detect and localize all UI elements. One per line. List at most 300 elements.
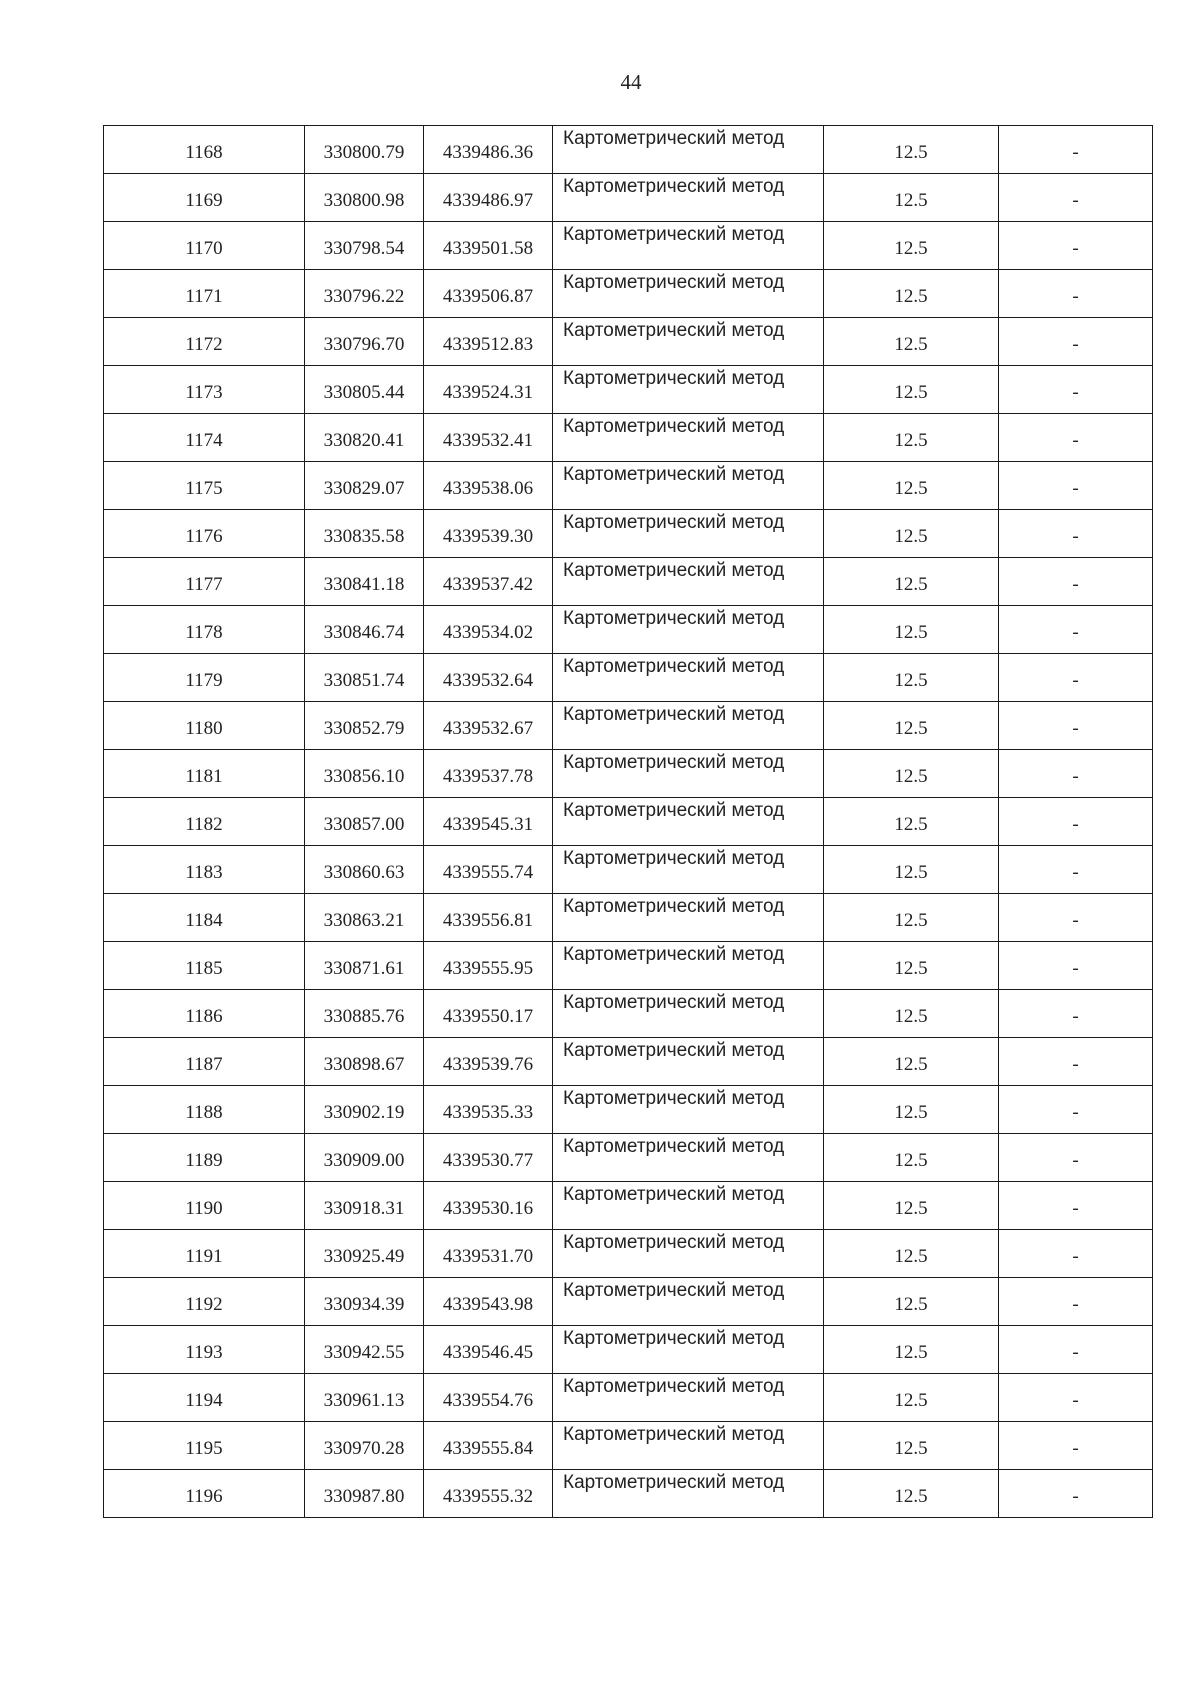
method-cell-text: Картометрический метод xyxy=(563,704,785,725)
y-coordinate-cell-text: 4339546.45 xyxy=(442,1341,534,1363)
y-coordinate-cell-text: 4339530.77 xyxy=(442,1149,534,1171)
method-cell-text: Картометрический метод xyxy=(563,224,785,245)
accuracy-cell-text: 12.5 xyxy=(894,957,928,979)
y-coordinate-cell-text: 4339545.31 xyxy=(442,813,534,835)
point-number-cell-text: 1193 xyxy=(185,1341,223,1363)
note-cell-text: - xyxy=(1072,573,1079,595)
table-row xyxy=(104,126,1153,174)
table-row xyxy=(104,1038,1153,1086)
x-coordinate-cell xyxy=(305,702,424,750)
x-coordinate-cell xyxy=(305,222,424,270)
method-cell xyxy=(553,1086,824,1134)
x-coordinate-cell xyxy=(305,1182,424,1230)
point-number-cell-text: 1185 xyxy=(185,957,223,979)
note-cell xyxy=(999,126,1153,174)
note-cell-text: - xyxy=(1072,1485,1079,1507)
x-coordinate-cell-text: 330934.39 xyxy=(323,1293,405,1315)
y-coordinate-cell-text: 4339532.41 xyxy=(442,429,534,451)
point-number-cell xyxy=(104,942,305,990)
method-cell xyxy=(553,126,824,174)
x-coordinate-cell xyxy=(305,1134,424,1182)
note-cell xyxy=(999,510,1153,558)
x-coordinate-cell xyxy=(305,1086,424,1134)
method-cell-text: Картометрический метод xyxy=(563,1040,785,1061)
y-coordinate-cell xyxy=(424,558,553,606)
y-coordinate-cell xyxy=(424,990,553,1038)
method-cell xyxy=(553,1326,824,1374)
note-cell xyxy=(999,414,1153,462)
x-coordinate-cell-text: 330841.18 xyxy=(323,573,405,595)
table-row xyxy=(104,750,1153,798)
y-coordinate-cell-text: 4339555.32 xyxy=(442,1485,534,1507)
accuracy-cell-text: 12.5 xyxy=(894,1053,928,1075)
page-number: 44 xyxy=(620,70,642,94)
method-cell-text: Картометрический метод xyxy=(563,1328,785,1349)
note-cell xyxy=(999,270,1153,318)
accuracy-cell-text: 12.5 xyxy=(894,1341,928,1363)
note-cell-text: - xyxy=(1072,429,1079,451)
y-coordinate-cell-text: 4339555.95 xyxy=(442,957,534,979)
x-coordinate-cell-text: 330925.49 xyxy=(323,1245,405,1267)
note-cell xyxy=(999,894,1153,942)
point-number-cell-text: 1177 xyxy=(185,573,223,595)
accuracy-cell xyxy=(824,990,999,1038)
point-number-cell xyxy=(104,510,305,558)
method-cell-text: Картометрический метод xyxy=(563,944,785,965)
y-coordinate-cell xyxy=(424,1038,553,1086)
note-cell xyxy=(999,846,1153,894)
point-number-cell xyxy=(104,1134,305,1182)
y-coordinate-cell xyxy=(424,510,553,558)
method-cell-text: Картометрический метод xyxy=(563,1376,785,1397)
method-cell-text: Картометрический метод xyxy=(563,752,785,773)
table-row xyxy=(104,1374,1153,1422)
accuracy-cell xyxy=(824,1086,999,1134)
method-cell-text: Картометрический метод xyxy=(563,128,785,149)
point-number-cell xyxy=(104,1326,305,1374)
y-coordinate-cell-text: 4339539.76 xyxy=(442,1053,534,1075)
coordinates-table-body xyxy=(104,126,1153,1518)
point-number-cell xyxy=(104,318,305,366)
note-cell-text: - xyxy=(1072,333,1079,355)
x-coordinate-cell-text: 330829.07 xyxy=(323,477,405,499)
table-row xyxy=(104,462,1153,510)
y-coordinate-cell xyxy=(424,798,553,846)
method-cell xyxy=(553,318,824,366)
accuracy-cell xyxy=(824,222,999,270)
method-cell-text: Картометрический метод xyxy=(563,512,785,533)
method-cell xyxy=(553,1278,824,1326)
accuracy-cell-text: 12.5 xyxy=(894,285,928,307)
note-cell xyxy=(999,942,1153,990)
y-coordinate-cell-text: 4339501.58 xyxy=(442,237,534,259)
note-cell xyxy=(999,1086,1153,1134)
point-number-cell-text: 1172 xyxy=(185,333,223,355)
accuracy-cell xyxy=(824,414,999,462)
method-cell-text: Картометрический метод xyxy=(563,1088,785,1109)
note-cell xyxy=(999,1230,1153,1278)
method-cell xyxy=(553,654,824,702)
table-row xyxy=(104,414,1153,462)
accuracy-cell xyxy=(824,1134,999,1182)
point-number-cell-text: 1175 xyxy=(185,477,223,499)
note-cell-text: - xyxy=(1072,1437,1079,1459)
method-cell xyxy=(553,894,824,942)
method-cell xyxy=(553,606,824,654)
point-number-cell-text: 1196 xyxy=(185,1485,223,1507)
table-row xyxy=(104,1326,1153,1374)
accuracy-cell xyxy=(824,750,999,798)
table-row xyxy=(104,174,1153,222)
method-cell-text: Картометрический метод xyxy=(563,992,785,1013)
x-coordinate-cell xyxy=(305,798,424,846)
method-cell xyxy=(553,942,824,990)
method-cell xyxy=(553,366,824,414)
table-row xyxy=(104,846,1153,894)
x-coordinate-cell xyxy=(305,846,424,894)
x-coordinate-cell-text: 330863.21 xyxy=(323,909,405,931)
y-coordinate-cell xyxy=(424,702,553,750)
accuracy-cell xyxy=(824,654,999,702)
x-coordinate-cell-text: 330798.54 xyxy=(323,237,405,259)
note-cell-text: - xyxy=(1072,381,1079,403)
point-number-cell-text: 1178 xyxy=(185,621,223,643)
point-number-cell xyxy=(104,1038,305,1086)
y-coordinate-cell xyxy=(424,1278,553,1326)
method-cell xyxy=(553,462,824,510)
point-number-cell-text: 1170 xyxy=(185,237,223,259)
accuracy-cell-text: 12.5 xyxy=(894,141,928,163)
accuracy-cell xyxy=(824,510,999,558)
note-cell-text: - xyxy=(1072,1149,1079,1171)
point-number-cell-text: 1181 xyxy=(185,765,223,787)
y-coordinate-cell xyxy=(424,126,553,174)
accuracy-cell-text: 12.5 xyxy=(894,1101,928,1123)
accuracy-cell-text: 12.5 xyxy=(894,573,928,595)
x-coordinate-cell-text: 330987.80 xyxy=(323,1485,405,1507)
method-cell-text: Картометрический метод xyxy=(563,1136,785,1157)
accuracy-cell-text: 12.5 xyxy=(894,381,928,403)
note-cell xyxy=(999,318,1153,366)
accuracy-cell-text: 12.5 xyxy=(894,909,928,931)
note-cell xyxy=(999,654,1153,702)
accuracy-cell xyxy=(824,942,999,990)
note-cell-text: - xyxy=(1072,1197,1079,1219)
x-coordinate-cell xyxy=(305,606,424,654)
y-coordinate-cell-text: 4339486.97 xyxy=(442,189,534,211)
y-coordinate-cell xyxy=(424,606,553,654)
note-cell xyxy=(999,366,1153,414)
note-cell-text: - xyxy=(1072,285,1079,307)
table-row xyxy=(104,1278,1153,1326)
table-row xyxy=(104,654,1153,702)
point-number-cell xyxy=(104,1230,305,1278)
x-coordinate-cell-text: 330846.74 xyxy=(323,621,405,643)
note-cell xyxy=(999,606,1153,654)
note-cell xyxy=(999,1422,1153,1470)
point-number-cell xyxy=(104,846,305,894)
y-coordinate-cell-text: 4339556.81 xyxy=(442,909,534,931)
x-coordinate-cell-text: 330796.22 xyxy=(323,285,405,307)
y-coordinate-cell-text: 4339537.42 xyxy=(442,573,534,595)
accuracy-cell xyxy=(824,1182,999,1230)
x-coordinate-cell xyxy=(305,1422,424,1470)
x-coordinate-cell xyxy=(305,366,424,414)
y-coordinate-cell-text: 4339524.31 xyxy=(442,381,534,403)
point-number-cell xyxy=(104,366,305,414)
method-cell-text: Картометрический метод xyxy=(563,464,785,485)
method-cell xyxy=(553,1374,824,1422)
accuracy-cell xyxy=(824,702,999,750)
method-cell-text: Картометрический метод xyxy=(563,1232,785,1253)
method-cell-text: Картометрический метод xyxy=(563,1280,785,1301)
x-coordinate-cell-text: 330871.61 xyxy=(323,957,405,979)
x-coordinate-cell xyxy=(305,942,424,990)
y-coordinate-cell-text: 4339554.76 xyxy=(442,1389,534,1411)
y-coordinate-cell xyxy=(424,1182,553,1230)
accuracy-cell xyxy=(824,1038,999,1086)
method-cell xyxy=(553,1230,824,1278)
table-row xyxy=(104,558,1153,606)
y-coordinate-cell-text: 4339537.78 xyxy=(442,765,534,787)
note-cell xyxy=(999,702,1153,750)
x-coordinate-cell xyxy=(305,894,424,942)
point-number-cell xyxy=(104,702,305,750)
point-number-cell-text: 1184 xyxy=(185,909,223,931)
x-coordinate-cell xyxy=(305,990,424,1038)
note-cell-text: - xyxy=(1072,1053,1079,1075)
accuracy-cell-text: 12.5 xyxy=(894,477,928,499)
point-number-cell xyxy=(104,654,305,702)
x-coordinate-cell-text: 330898.67 xyxy=(323,1053,405,1075)
accuracy-cell xyxy=(824,846,999,894)
note-cell xyxy=(999,798,1153,846)
y-coordinate-cell xyxy=(424,366,553,414)
x-coordinate-cell-text: 330800.98 xyxy=(323,189,405,211)
note-cell-text: - xyxy=(1072,141,1079,163)
point-number-cell-text: 1169 xyxy=(185,189,223,211)
x-coordinate-cell-text: 330970.28 xyxy=(323,1437,405,1459)
accuracy-cell-text: 12.5 xyxy=(894,717,928,739)
note-cell xyxy=(999,1326,1153,1374)
y-coordinate-cell xyxy=(424,1374,553,1422)
y-coordinate-cell xyxy=(424,894,553,942)
x-coordinate-cell-text: 330909.00 xyxy=(323,1149,405,1171)
point-number-cell-text: 1174 xyxy=(185,429,223,451)
point-number-cell-text: 1189 xyxy=(185,1149,223,1171)
point-number-cell-text: 1194 xyxy=(185,1389,223,1411)
y-coordinate-cell xyxy=(424,462,553,510)
accuracy-cell-text: 12.5 xyxy=(894,1149,928,1171)
y-coordinate-cell-text: 4339555.74 xyxy=(442,861,534,883)
table-row xyxy=(104,1470,1153,1518)
accuracy-cell xyxy=(824,1470,999,1518)
point-number-cell-text: 1168 xyxy=(185,141,223,163)
y-coordinate-cell-text: 4339539.30 xyxy=(442,525,534,547)
table-row xyxy=(104,1422,1153,1470)
accuracy-cell-text: 12.5 xyxy=(894,1197,928,1219)
accuracy-cell-text: 12.5 xyxy=(894,1485,928,1507)
table-row xyxy=(104,606,1153,654)
method-cell-text: Картометрический метод xyxy=(563,1472,785,1493)
x-coordinate-cell-text: 330796.70 xyxy=(323,333,405,355)
x-coordinate-cell-text: 330851.74 xyxy=(323,669,405,691)
table-row xyxy=(104,222,1153,270)
note-cell xyxy=(999,1134,1153,1182)
x-coordinate-cell xyxy=(305,1470,424,1518)
accuracy-cell-text: 12.5 xyxy=(894,1293,928,1315)
point-number-cell-text: 1171 xyxy=(185,285,223,307)
y-coordinate-cell xyxy=(424,222,553,270)
x-coordinate-cell xyxy=(305,750,424,798)
accuracy-cell-text: 12.5 xyxy=(894,1389,928,1411)
x-coordinate-cell-text: 330820.41 xyxy=(323,429,405,451)
table-row xyxy=(104,1182,1153,1230)
y-coordinate-cell xyxy=(424,1422,553,1470)
note-cell-text: - xyxy=(1072,1293,1079,1315)
accuracy-cell-text: 12.5 xyxy=(894,333,928,355)
note-cell-text: - xyxy=(1072,813,1079,835)
y-coordinate-cell xyxy=(424,846,553,894)
y-coordinate-cell-text: 4339535.33 xyxy=(442,1101,534,1123)
y-coordinate-cell-text: 4339531.70 xyxy=(442,1245,534,1267)
x-coordinate-cell-text: 330860.63 xyxy=(323,861,405,883)
table-row xyxy=(104,1230,1153,1278)
y-coordinate-cell xyxy=(424,1326,553,1374)
point-number-cell xyxy=(104,1374,305,1422)
accuracy-cell-text: 12.5 xyxy=(894,765,928,787)
point-number-cell xyxy=(104,414,305,462)
method-cell-text: Картометрический метод xyxy=(563,896,785,917)
method-cell xyxy=(553,222,824,270)
note-cell-text: - xyxy=(1072,765,1079,787)
method-cell xyxy=(553,1182,824,1230)
note-cell-text: - xyxy=(1072,237,1079,259)
accuracy-cell-text: 12.5 xyxy=(894,621,928,643)
accuracy-cell-text: 12.5 xyxy=(894,1005,928,1027)
point-number-cell xyxy=(104,222,305,270)
y-coordinate-cell xyxy=(424,318,553,366)
x-coordinate-cell-text: 330856.10 xyxy=(323,765,405,787)
x-coordinate-cell-text: 330918.31 xyxy=(323,1197,405,1219)
x-coordinate-cell-text: 330852.79 xyxy=(323,717,405,739)
point-number-cell xyxy=(104,1086,305,1134)
x-coordinate-cell xyxy=(305,1374,424,1422)
accuracy-cell xyxy=(824,894,999,942)
y-coordinate-cell-text: 4339550.17 xyxy=(442,1005,534,1027)
point-number-cell xyxy=(104,126,305,174)
method-cell xyxy=(553,1470,824,1518)
note-cell-text: - xyxy=(1072,1245,1079,1267)
point-number-cell-text: 1187 xyxy=(185,1053,223,1075)
x-coordinate-cell xyxy=(305,414,424,462)
y-coordinate-cell-text: 4339506.87 xyxy=(442,285,534,307)
x-coordinate-cell-text: 330961.13 xyxy=(323,1389,405,1411)
y-coordinate-cell-text: 4339530.16 xyxy=(442,1197,534,1219)
point-number-cell xyxy=(104,1182,305,1230)
point-number-cell-text: 1182 xyxy=(185,813,223,835)
note-cell-text: - xyxy=(1072,525,1079,547)
accuracy-cell xyxy=(824,366,999,414)
method-cell xyxy=(553,270,824,318)
method-cell-text: Картометрический метод xyxy=(563,176,785,197)
note-cell-text: - xyxy=(1072,861,1079,883)
accuracy-cell xyxy=(824,1230,999,1278)
point-number-cell-text: 1176 xyxy=(185,525,223,547)
y-coordinate-cell xyxy=(424,1086,553,1134)
coordinates-table xyxy=(103,125,1153,1518)
method-cell-text: Картометрический метод xyxy=(563,848,785,869)
method-cell-text: Картометрический метод xyxy=(563,368,785,389)
point-number-cell xyxy=(104,558,305,606)
note-cell xyxy=(999,462,1153,510)
x-coordinate-cell xyxy=(305,318,424,366)
point-number-cell-text: 1186 xyxy=(185,1005,223,1027)
method-cell xyxy=(553,510,824,558)
note-cell xyxy=(999,222,1153,270)
y-coordinate-cell xyxy=(424,174,553,222)
x-coordinate-cell-text: 330800.79 xyxy=(323,141,405,163)
note-cell-text: - xyxy=(1072,621,1079,643)
table-row xyxy=(104,1134,1153,1182)
accuracy-cell xyxy=(824,1422,999,1470)
y-coordinate-cell-text: 4339532.67 xyxy=(442,717,534,739)
point-number-cell xyxy=(104,894,305,942)
point-number-cell xyxy=(104,990,305,1038)
accuracy-cell-text: 12.5 xyxy=(894,525,928,547)
accuracy-cell xyxy=(824,126,999,174)
y-coordinate-cell xyxy=(424,942,553,990)
x-coordinate-cell xyxy=(305,558,424,606)
note-cell-text: - xyxy=(1072,669,1079,691)
accuracy-cell-text: 12.5 xyxy=(894,813,928,835)
accuracy-cell xyxy=(824,558,999,606)
accuracy-cell xyxy=(824,1278,999,1326)
x-coordinate-cell xyxy=(305,270,424,318)
point-number-cell-text: 1195 xyxy=(185,1437,223,1459)
point-number-cell xyxy=(104,1470,305,1518)
table-row xyxy=(104,798,1153,846)
y-coordinate-cell xyxy=(424,270,553,318)
method-cell xyxy=(553,1038,824,1086)
y-coordinate-cell xyxy=(424,414,553,462)
accuracy-cell xyxy=(824,1326,999,1374)
y-coordinate-cell-text: 4339555.84 xyxy=(442,1437,534,1459)
method-cell xyxy=(553,990,824,1038)
note-cell xyxy=(999,1182,1153,1230)
note-cell xyxy=(999,1470,1153,1518)
table-row xyxy=(104,942,1153,990)
y-coordinate-cell-text: 4339532.64 xyxy=(442,669,534,691)
y-coordinate-cell xyxy=(424,1134,553,1182)
method-cell xyxy=(553,702,824,750)
table-row xyxy=(104,894,1153,942)
method-cell-text: Картометрический метод xyxy=(563,1424,785,1445)
table-row xyxy=(104,270,1153,318)
x-coordinate-cell xyxy=(305,1038,424,1086)
x-coordinate-cell xyxy=(305,174,424,222)
x-coordinate-cell xyxy=(305,510,424,558)
method-cell-text: Картометрический метод xyxy=(563,656,785,677)
point-number-cell xyxy=(104,174,305,222)
note-cell-text: - xyxy=(1072,1005,1079,1027)
point-number-cell xyxy=(104,1422,305,1470)
y-coordinate-cell-text: 4339534.02 xyxy=(442,621,534,643)
y-coordinate-cell-text: 4339512.83 xyxy=(442,333,534,355)
point-number-cell xyxy=(104,798,305,846)
note-cell xyxy=(999,558,1153,606)
accuracy-cell xyxy=(824,1374,999,1422)
